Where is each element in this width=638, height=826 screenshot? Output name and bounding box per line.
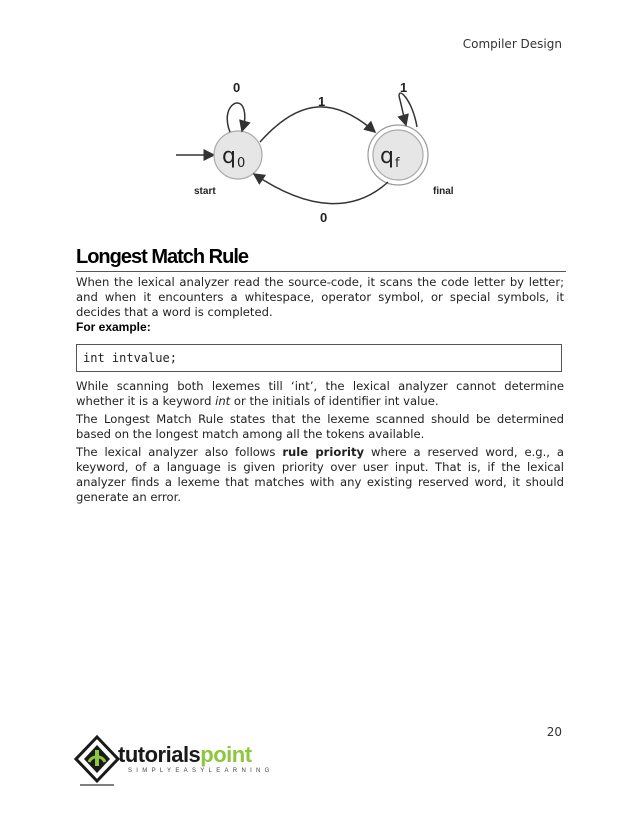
keyword-int-emphasis: int bbox=[215, 394, 231, 408]
paragraph-scanning bbox=[76, 379, 564, 409]
start-label: start bbox=[194, 186, 216, 197]
state-q0-sub: 0 bbox=[237, 156, 246, 171]
paragraph-intro: When the lexical analyzer read the source-code, it scans the code letter by letter; and when it encounters a whitespace, operator symbol, or special symbols, it decides that a word is completed. bbox=[76, 275, 564, 319]
transition-qf-q0 bbox=[254, 174, 388, 204]
self-loop-q0 bbox=[227, 103, 245, 132]
logo-wordmark bbox=[118, 742, 252, 768]
rule-priority-term: rule priority bbox=[282, 445, 365, 459]
self-loop-qf-label: 1 bbox=[400, 80, 408, 95]
state-diagram bbox=[170, 72, 470, 232]
logo-tagline: SIMPLYEASYLEARNING bbox=[128, 768, 274, 774]
paragraph-rule-priority-text-a: The lexical analyzer also follows bbox=[76, 445, 283, 459]
logo-wordmark-part1: tutorials bbox=[118, 742, 201, 767]
transition-q0-qf-label: 1 bbox=[318, 94, 326, 109]
paragraph-longest-match: The Longest Match Rule states that the lexeme scanned should be determined based on the longest match among all the tokens available. bbox=[76, 412, 564, 441]
code-line: int intvalue; bbox=[83, 351, 177, 365]
section-title: Longest Match Rule bbox=[76, 246, 566, 272]
self-loop-qf bbox=[399, 93, 417, 127]
transition-q0-qf bbox=[260, 107, 375, 142]
state-qf-sub: f bbox=[395, 156, 400, 171]
paragraph-rule-priority bbox=[76, 445, 564, 505]
code-block bbox=[76, 344, 562, 372]
self-loop-q0-label: 0 bbox=[233, 80, 241, 95]
tutorialspoint-logo bbox=[74, 735, 284, 791]
paragraph-scanning-text-a: While scanning both lexemes till ‘int’, the lexical analyzer cannot determine whether it is a keyword bbox=[76, 379, 564, 408]
state-qf-name: q bbox=[380, 144, 394, 169]
state-q0-name: q bbox=[222, 144, 236, 169]
logo-emblem-icon bbox=[74, 735, 120, 791]
paragraph-rule-priority-text-b: where a reserved word, e.g., a keyword, of a language is given priority over user input. That is, if the lexical analyzer finds a lexeme that matches with any existing reserved word, it should generate an error. bbox=[76, 445, 564, 504]
transition-qf-q0-label: 0 bbox=[320, 210, 328, 225]
page-number: 20 bbox=[546, 725, 562, 739]
paragraph-scanning-text-b: or the initials of identifier int value. bbox=[230, 394, 439, 408]
final-label: final bbox=[433, 186, 454, 197]
running-header: Compiler Design bbox=[462, 37, 562, 51]
for-example-label: For example: bbox=[76, 320, 151, 334]
logo-wordmark-part2: point bbox=[200, 742, 252, 767]
